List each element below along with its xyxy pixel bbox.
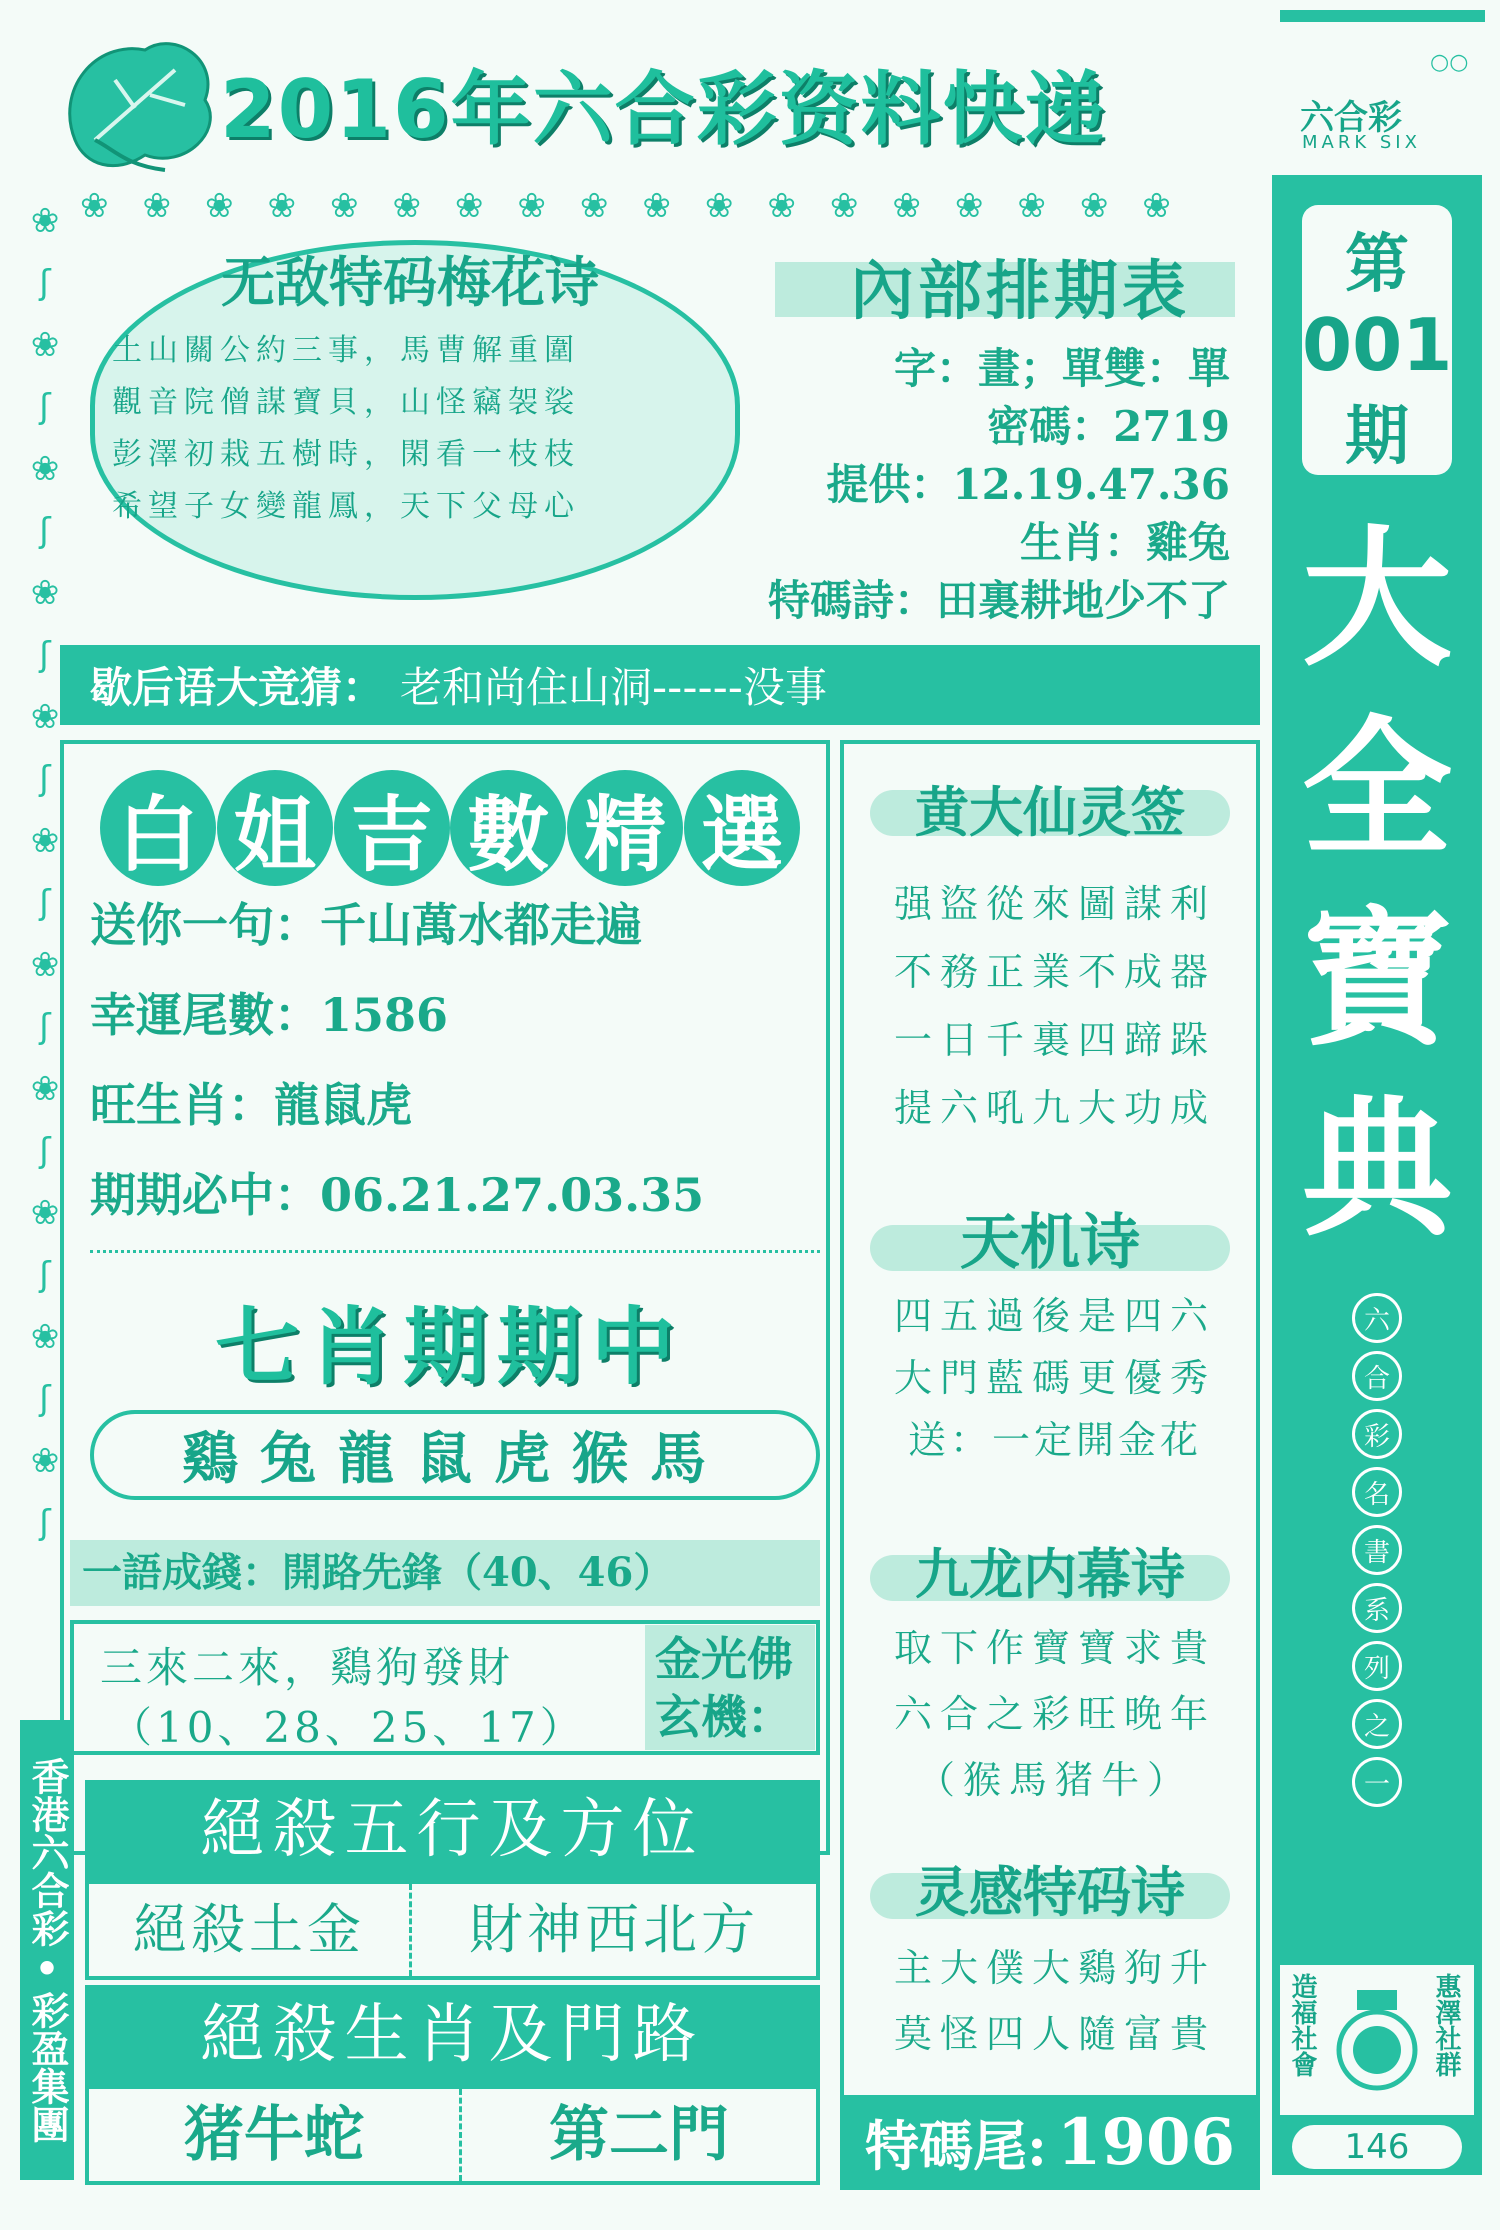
- ling-line: 主大僕大鷄狗升: [893, 1946, 1216, 1990]
- issue-suffix: 期: [1345, 400, 1409, 474]
- series-char: 合: [1352, 1351, 1402, 1401]
- series-char: 之: [1352, 1699, 1402, 1749]
- dragon-title: 九龙内幕诗: [915, 1543, 1185, 1606]
- plum-poem-lines: [112, 325, 732, 533]
- tail-value: 1906: [1056, 2105, 1236, 2180]
- wong-line: 提六吼九大功成: [893, 1086, 1216, 1130]
- tianji-line: 送：一定開金花: [907, 1418, 1202, 1462]
- ling-title: 灵感特码诗: [915, 1861, 1185, 1924]
- kill-row-1: [85, 1880, 820, 1980]
- series-char: 列: [1352, 1641, 1402, 1691]
- dotted-divider: [90, 1250, 820, 1253]
- big-title-char-2: 全: [1301, 703, 1452, 877]
- kill-right-1: 財神西北方: [469, 1898, 759, 1961]
- series-char: 彩: [1352, 1409, 1402, 1459]
- series-char: 一: [1352, 1757, 1402, 1807]
- bubbles-icon: ○○: [1430, 50, 1469, 75]
- ling-lines: [860, 1935, 1250, 2067]
- plum-poem-title: 无敌特码梅花诗: [221, 251, 599, 314]
- kill-left-1: 絕殺土金: [89, 1884, 412, 1976]
- picks-line: 幸運尾數：1586: [90, 988, 449, 1042]
- tianji-line: 大門藍碼更優秀: [893, 1356, 1216, 1400]
- seven-zodiac-pill: [90, 1410, 820, 1500]
- picks-line: 旺生肖：龍鼠虎: [90, 1078, 412, 1132]
- big-title: [1272, 505, 1482, 1265]
- riddle-bar: [60, 645, 1260, 725]
- seven-zodiacs: 鷄兔龍鼠虎猴馬: [182, 1426, 728, 1492]
- wong-line: 一日千裏四蹄跺: [893, 1018, 1216, 1062]
- issue-prefix: 第: [1345, 228, 1409, 302]
- seal-right-text: 惠澤社群: [1431, 1973, 1461, 2077]
- money-phrase-bar: [70, 1540, 820, 1606]
- sidebar: [1272, 175, 1482, 2175]
- riddle-label: 歇后语大竞猜：: [90, 663, 385, 712]
- schedule-line: 提供：12.19.47.36: [826, 460, 1230, 509]
- tail-bar: [840, 2095, 1260, 2190]
- big-title-char-1: 大: [1301, 513, 1452, 687]
- page-number: 146: [1344, 2127, 1410, 2167]
- dragon-line: （猴馬猪牛）: [916, 1758, 1193, 1802]
- poem-line: 土山關公約三事，馬曹解重圍: [112, 333, 580, 368]
- schedule-line: 密碼：2719: [987, 402, 1230, 451]
- poem-line: 希望子女變龍鳳，天下父母心: [112, 489, 580, 524]
- series-char: 書: [1352, 1525, 1402, 1575]
- page-number-badge: [1292, 2125, 1462, 2169]
- golden-buddha-label: 金光佛玄機：: [655, 1632, 793, 1744]
- wong-line: 强盜從來圖謀利: [893, 882, 1216, 926]
- wong-line: 不務正業不成器: [893, 950, 1216, 994]
- issue-box: [1302, 205, 1452, 475]
- series-char: 六: [1352, 1293, 1402, 1343]
- leaf-icon: [55, 30, 225, 180]
- picks-line: 送你一句：千山萬水都走遍: [90, 898, 642, 952]
- seal-box: [1280, 1965, 1474, 2115]
- kill-title-2: [85, 1985, 820, 2085]
- riddle-text: 老和尚住山洞------没事: [400, 663, 827, 712]
- wong-lines: [860, 870, 1250, 1142]
- picks-line: 期期必中：06.21.27.03.35: [90, 1168, 705, 1222]
- kill-title-1: [85, 1780, 820, 1880]
- picks-lines: [90, 880, 820, 1240]
- kill-left-2: 猪牛蛇: [89, 2089, 462, 2181]
- kill-title-1-text: 絕殺五行及方位: [200, 1793, 705, 1867]
- money-phrase: 一語成錢：開路先鋒（40、46）: [82, 1549, 674, 1596]
- emblem-icon: [1332, 1985, 1422, 2095]
- schedule-line: 生肖：雞兔: [1019, 518, 1230, 567]
- picks-title-char: 精: [567, 770, 683, 886]
- golden-buddha-line1: 三來二來，鷄狗發財: [100, 1643, 515, 1692]
- dragon-line: 六合之彩旺晚年: [893, 1692, 1216, 1736]
- seven-title: 七肖期期中: [214, 1298, 685, 1396]
- picks-title-char: 白: [100, 770, 216, 886]
- big-title-char-3: 寶: [1301, 893, 1452, 1067]
- issue-number: 001: [1302, 303, 1453, 387]
- schedule-lines: [660, 340, 1230, 630]
- page-title: 2016年六合彩资料快递: [220, 63, 1107, 156]
- big-title-char-4: 典: [1301, 1083, 1452, 1257]
- schedule-title: 內部排期表: [850, 254, 1190, 329]
- picks-title-char: 吉: [334, 770, 450, 886]
- kill-title-2-text: 絕殺生肖及門路: [200, 1998, 705, 2072]
- tianji-title: 天机诗: [960, 1208, 1140, 1278]
- vertical-brand: 香港六合彩•彩盈集團: [20, 1720, 74, 2180]
- kill-right-2: 第二門: [549, 2100, 729, 2170]
- picks-title-char: 選: [684, 770, 800, 886]
- logo-top-bar: [1280, 10, 1485, 22]
- series-char: 系: [1352, 1583, 1402, 1633]
- poem-line: 彭澤初栽五樹時，閑看一枝枝: [112, 437, 580, 472]
- picks-title-char: 姐: [217, 770, 333, 886]
- tianji-lines: [860, 1285, 1250, 1471]
- kill-row-2: [85, 2085, 820, 2185]
- wong-title: 黄大仙灵签: [915, 781, 1185, 844]
- schedule-line: 特碼詩：田裏耕地少不了: [767, 576, 1230, 625]
- brand-logo: [1280, 10, 1485, 160]
- tianji-line: 四五過後是四六: [893, 1294, 1216, 1338]
- golden-buddha-line2: （10、28、25、17）: [110, 1703, 586, 1752]
- schedule-line: 字：畫；單雙：單: [893, 344, 1230, 393]
- picks-title: [100, 770, 800, 886]
- logo-text: 六合彩: [1300, 98, 1402, 138]
- series-circles: [1352, 1285, 1402, 1815]
- tail-label: 特碼尾:: [864, 2114, 1047, 2178]
- flower-row: ❀❀❀❀❀❀❀❀❀❀❀❀❀❀❀❀❀❀: [80, 186, 1205, 226]
- picks-title-char: 數: [450, 770, 566, 886]
- dragon-lines: [860, 1615, 1250, 1813]
- series-char: 名: [1352, 1467, 1402, 1517]
- logo-subtext: MARK SIX: [1302, 132, 1421, 153]
- ornament-pattern: ❀ ʃ ❀ ʃ ❀ ʃ ❀ ʃ ❀ ʃ ❀ ʃ ❀ ʃ ❀ ʃ ❀ ʃ ❀ ʃ ❀ ʃ: [30, 201, 60, 1543]
- seal-left-text: 造福社會: [1287, 1973, 1317, 2077]
- poem-line: 觀音院僧謀寶貝，山怪竊袈裟: [112, 385, 580, 420]
- dragon-line: 取下作寶寶求貴: [893, 1626, 1216, 1670]
- ling-line: 莫怪四人隨富貴: [893, 2012, 1216, 2056]
